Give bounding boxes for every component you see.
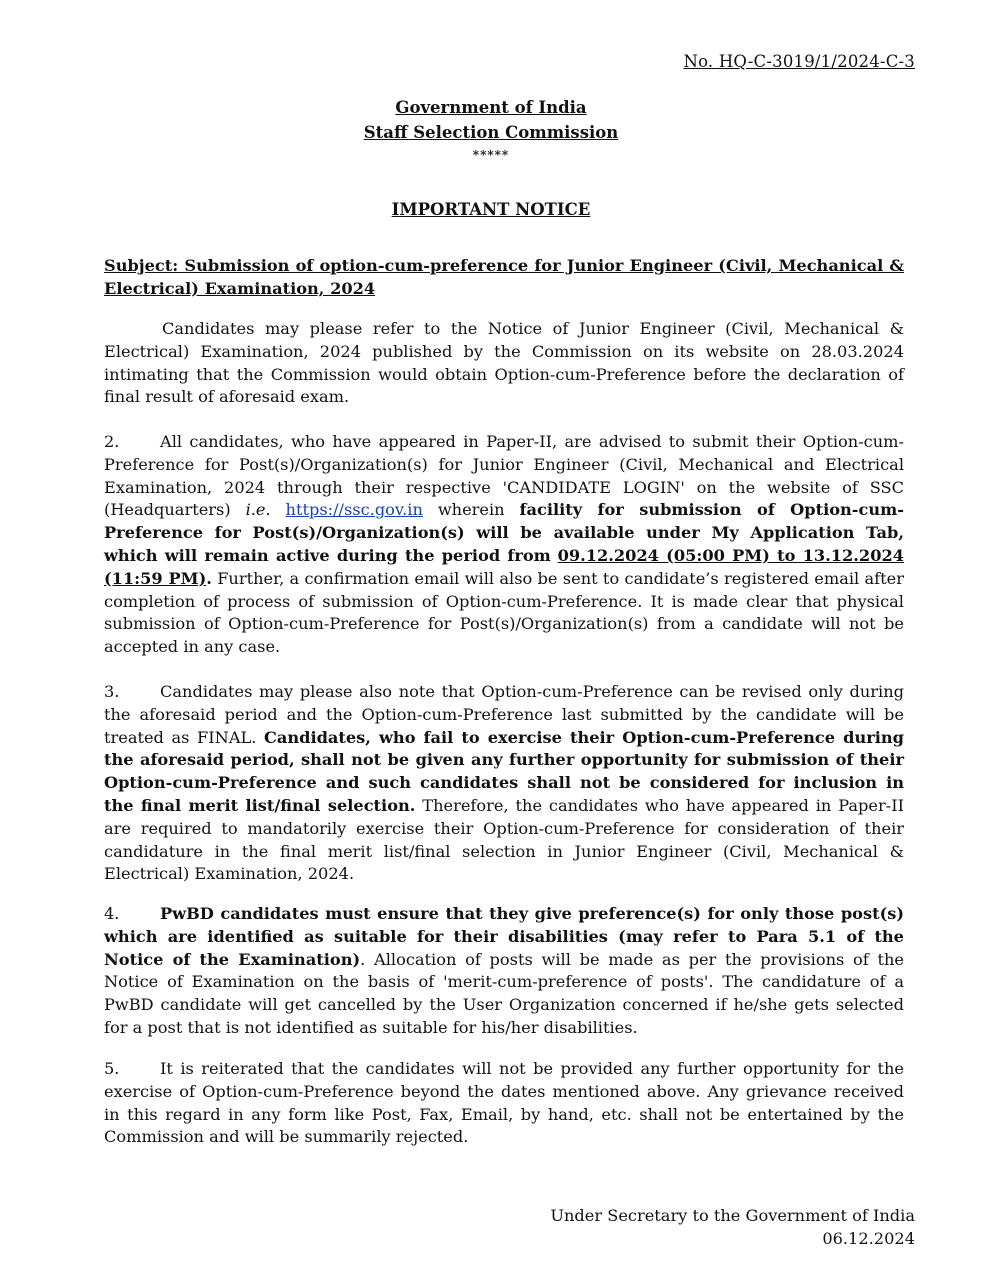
warning-bold-text: Candidates, who fail to exercise their Option-cum-Preference during the aforesaid period, shall not be given any further opportunity for submission of their Option-cum-Preference and such candidates shall not be considered for inclusion in the final merit list/final selection. <box>104 727 904 815</box>
reference-number: No. HQ-C-3019/1/2024-C-3 <box>683 52 915 71</box>
period-dates-end: . <box>206 568 212 588</box>
paragraph-3 <box>104 681 904 886</box>
ie-abbreviation: i.e. <box>245 500 271 520</box>
commission-heading: Staff Selection Commission <box>363 123 619 142</box>
signatory-designation: Under Secretary to the Government of India <box>550 1206 915 1225</box>
paragraph-text: Therefore, the candidates who have appeared in Paper-II are required to mandatorily exercise their Option-cum-Preference for consideration of their candidature in the final merit list/final selection in Junior Engineer (Civil, Mechanical & Electrical) Examination, 2024. <box>104 795 904 884</box>
paragraph-5 <box>104 1058 904 1149</box>
signature-block <box>550 1205 915 1250</box>
pwbd-bold-text: PwBD candidates must ensure that they give preference(s) for only those post(s) which are identified as suitable for their disabilities (may refer to Para 5.1 of the Notice of the Examination) <box>104 904 904 969</box>
paragraph-text: Candidates may please also note that Option-cum-Preference can be revised only during the aforesaid period and the Option-cum-Preference last submitted by the candidate will be treated as FINAL. <box>104 682 904 747</box>
subject-line: Subject: Submission of option-cum-preference for Junior Engineer (Civil, Mechanical & Electrical) Examination, 2024 <box>104 256 904 298</box>
notice-title: IMPORTANT NOTICE <box>391 200 591 219</box>
ssc-website-link[interactable]: https://ssc.gov.in <box>285 500 423 520</box>
paragraph-text: Further, a confirmation email will also be sent to candidate’s registered email after completion of process of submission of Option-cum-Preference. It is made clear that physical submission of Option-cum-Preference for Post(s)/Organization(s) from a candidate will not be accepted in any case. <box>104 568 904 657</box>
paragraph-number: 4. <box>104 904 120 923</box>
paragraph-text: . Allocation of posts will be made as per the provisions of the Notice of Examination on the basis of 'merit-cum-preference of posts'. The candidature of a PwBD candidate will get cancelled by the User Organization concerned if he/she gets selected for a post that is not identified as suitable for his/her disabilities. <box>104 949 905 1037</box>
paragraph-number: 2. <box>104 432 120 451</box>
paragraph-4 <box>104 903 904 1040</box>
paragraph-2 <box>104 431 904 659</box>
facility-bold-text: facility for submission of Option-cum-Preference for Post(s)/Organization(s) will be available under My Application Tab, which will remain active during the period from <box>104 500 904 565</box>
paragraph-number: 5. <box>104 1059 120 1078</box>
government-heading: Government of India <box>395 98 587 117</box>
paragraph-text: wherein <box>437 500 505 520</box>
period-dates: 09.12.2024 (05:00 PM) to 13.12.2024 (11:59 PM) <box>104 545 904 588</box>
separator-stars: ***** <box>472 148 510 162</box>
notice-date: 06.12.2024 <box>822 1228 915 1248</box>
paragraph-text: All candidates, who have appeared in Paper-II, are advised to submit their Option-cum-Preference for Post(s)/Organization(s) for Junior Engineer (Civil, Mechanical and Electrical Examination, 2024 through their respective 'CANDIDATE LOGIN' on the website of SSC (Headquarters) <box>104 432 904 520</box>
paragraph-1: Candidates may please refer to the Notice of Junior Engineer (Civil, Mechanical & Electrical) Examination, 2024 published by the Commission on its website on 28.03.2024 intimating that the Commission would obtain Option-cum-Preference before the declaration of final result of aforesaid exam. <box>104 319 904 407</box>
paragraph-text: It is reiterated that the candidates will not be provided any further opportunity for the exercise of Option-cum-Preference beyond the dates mentioned above. Any grievance received in this regard in any form like Post, Fax, Email, by hand, etc. shall not be entertained by the Commission and will be summarily rejected. <box>104 1059 904 1147</box>
paragraph-number: 3. <box>104 682 120 701</box>
